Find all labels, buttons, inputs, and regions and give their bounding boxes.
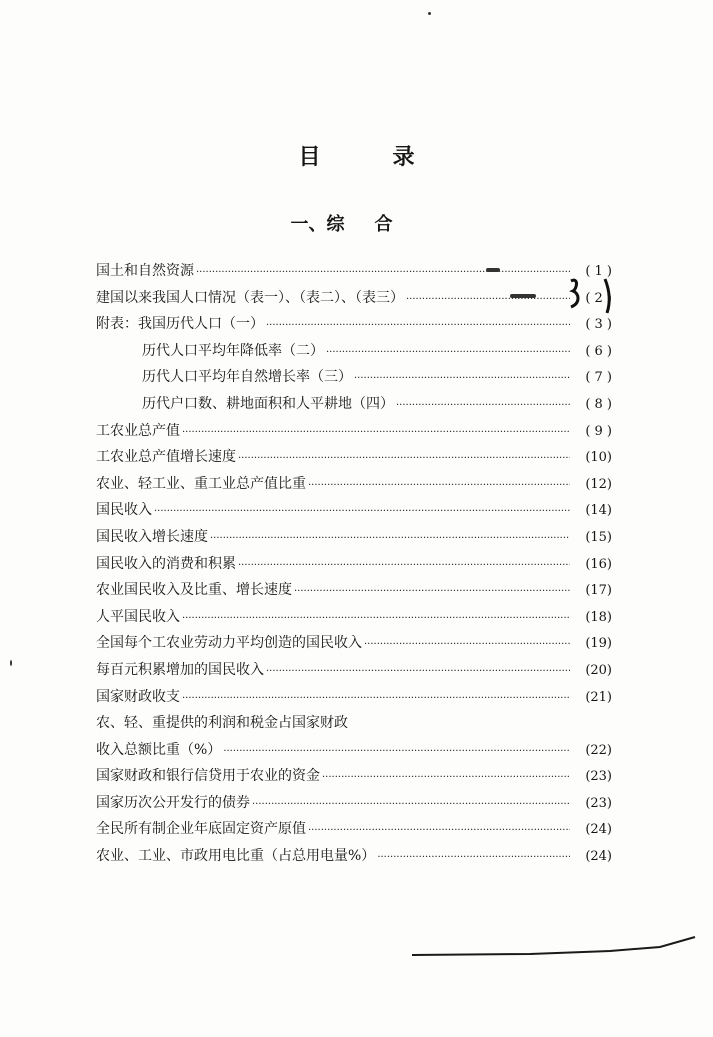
- toc-entry: [96, 816, 612, 843]
- toc-leader-dots: [252, 792, 570, 819]
- toc-entry: [96, 524, 612, 551]
- scan-stroke-decoration: [410, 935, 700, 961]
- toc-entry-label: 工农业总产值增长速度: [96, 449, 236, 466]
- toc-leader-dots: [210, 526, 570, 553]
- toc-entry-page: (17): [585, 583, 612, 599]
- toc-leader-dots: [308, 473, 570, 500]
- page-title: 目录: [298, 145, 487, 170]
- toc-entry-label: 国民收入: [96, 502, 152, 519]
- section-number: 一、: [290, 214, 327, 235]
- toc-entry: [96, 258, 612, 285]
- toc-entry: [96, 657, 612, 684]
- toc-entry-page: (20): [585, 662, 612, 678]
- scan-speck: [486, 268, 500, 272]
- toc-leader-dots: [238, 446, 570, 473]
- toc-entry-page: (15): [585, 529, 612, 545]
- toc-leader-dots: [354, 366, 570, 393]
- toc-entry: [96, 684, 612, 711]
- toc-entry-page: ( 2 ): [585, 290, 612, 306]
- toc-entry-page: ( 1 ): [585, 264, 612, 279]
- toc-entry: [96, 551, 612, 578]
- toc-leader-dots: [154, 499, 570, 526]
- toc-entry-page: (22): [585, 742, 612, 758]
- toc-entry-page: ( 8 ): [585, 396, 612, 412]
- toc-entry-label: 国民收入增长速度: [96, 528, 208, 545]
- toc-leader-dots: [182, 686, 570, 713]
- toc-entry-label: 国家历次公开发行的债券: [96, 794, 250, 811]
- toc-entry-page: (12): [585, 476, 612, 492]
- toc-entry-label: 历代户口数、耕地面积和人平耕地（四）: [142, 395, 394, 412]
- toc-entry: [96, 843, 612, 870]
- toc-entry-page: ( 3 ): [585, 317, 612, 333]
- toc-entry-page: (14): [585, 503, 612, 519]
- toc-entry: [96, 391, 612, 418]
- toc-entry-label: 历代人口平均年自然增长率（三）: [142, 369, 352, 386]
- toc-leader-dots: [223, 739, 570, 766]
- toc-entry-label: 国土和自然资源: [96, 263, 194, 279]
- toc-leader-dots: [308, 818, 570, 845]
- toc-entry-label: 历代人口平均年降低率（二）: [142, 342, 324, 359]
- scan-speck: [10, 660, 12, 666]
- scan-speck: [510, 294, 536, 298]
- toc-entry-page: (18): [585, 609, 612, 625]
- toc-entry-label: 全民所有制企业年底固定资产原值: [96, 821, 306, 838]
- toc-leader-dots: [266, 313, 570, 340]
- toc-entry-page: (23): [585, 769, 612, 785]
- toc-entry: [96, 444, 612, 471]
- toc-leader-dots: [182, 606, 570, 633]
- toc-entry-page: ( 6 ): [585, 343, 612, 359]
- toc-entry-page: (16): [585, 556, 612, 572]
- toc-leader-dots: [196, 260, 570, 287]
- toc-leader-dots: [406, 287, 570, 314]
- toc-entry: [96, 418, 612, 445]
- toc-leader-dots: [182, 420, 570, 447]
- toc-entry-page: (19): [585, 636, 612, 652]
- toc-leader-dots: [294, 579, 570, 606]
- toc-entry-label: 农业、工业、市政用电比重（占总用电量%）: [96, 848, 376, 865]
- toc-leader-dots: [377, 845, 570, 872]
- toc-entry-page: ( 9 ): [585, 423, 612, 439]
- toc-entry-label: 农业、轻工业、重工业总产值比重: [96, 475, 306, 492]
- section-title: 综合: [326, 214, 423, 235]
- toc-entry: [96, 604, 612, 631]
- toc-entry-label: 工农业总产值: [96, 422, 180, 439]
- toc-entry-label: 附表：我国历代人口（一）: [96, 316, 264, 333]
- toc-leader-dots: [396, 393, 570, 420]
- toc-entry-label: 农业国民收入及比重、增长速度: [96, 582, 292, 599]
- toc-leader-dots: [326, 340, 570, 367]
- toc-leader-dots: [266, 659, 570, 686]
- toc-entry-page: (21): [585, 689, 612, 705]
- toc-entry-label: 人平国民收入: [96, 608, 180, 625]
- toc-leader-dots: [238, 553, 570, 580]
- toc-leader-dots: [364, 632, 570, 659]
- toc-entry-page: (24): [585, 849, 612, 865]
- toc-entry: [96, 630, 612, 657]
- toc-entry: [96, 471, 612, 498]
- toc-entry: [96, 763, 612, 790]
- toc-entry-page: (24): [585, 822, 612, 838]
- pen-mark-decoration: [565, 275, 615, 315]
- toc-entry: [96, 497, 612, 524]
- toc-entry: [96, 710, 612, 737]
- toc-entry: [96, 311, 612, 338]
- table-of-contents: [96, 258, 612, 870]
- toc-entry: [96, 338, 612, 365]
- scan-speck: [428, 12, 431, 15]
- toc-entry-page: (10): [585, 450, 612, 466]
- toc-entry: [96, 737, 612, 764]
- toc-entry-page: (23): [585, 795, 612, 811]
- toc-entry: [96, 577, 612, 604]
- toc-entry-label: 国家财政收支: [96, 688, 180, 705]
- toc-entry-label: 国民收入的消费和积累: [96, 555, 236, 572]
- section-heading: [0, 210, 713, 236]
- toc-entry-label: 每百元积累增加的国民收入: [96, 661, 264, 678]
- toc-leader-dots: [322, 765, 570, 792]
- toc-entry: [96, 790, 612, 817]
- toc-entry-label: 农、轻、重提供的利润和税金占国家财政: [96, 715, 348, 732]
- toc-entry-label: 全国每个工农业劳动力平均创造的国民收入: [96, 635, 362, 652]
- toc-entry-label: 建国以来我国人口情况（表一）、（表二）、（表三）: [96, 289, 404, 306]
- toc-entry: [96, 364, 612, 391]
- toc-entry-label: 收入总额比重（%）: [96, 741, 222, 758]
- toc-entry-page: ( 7 ): [585, 370, 612, 386]
- toc-entry-label: 国家财政和银行信贷用于农业的资金: [96, 768, 320, 785]
